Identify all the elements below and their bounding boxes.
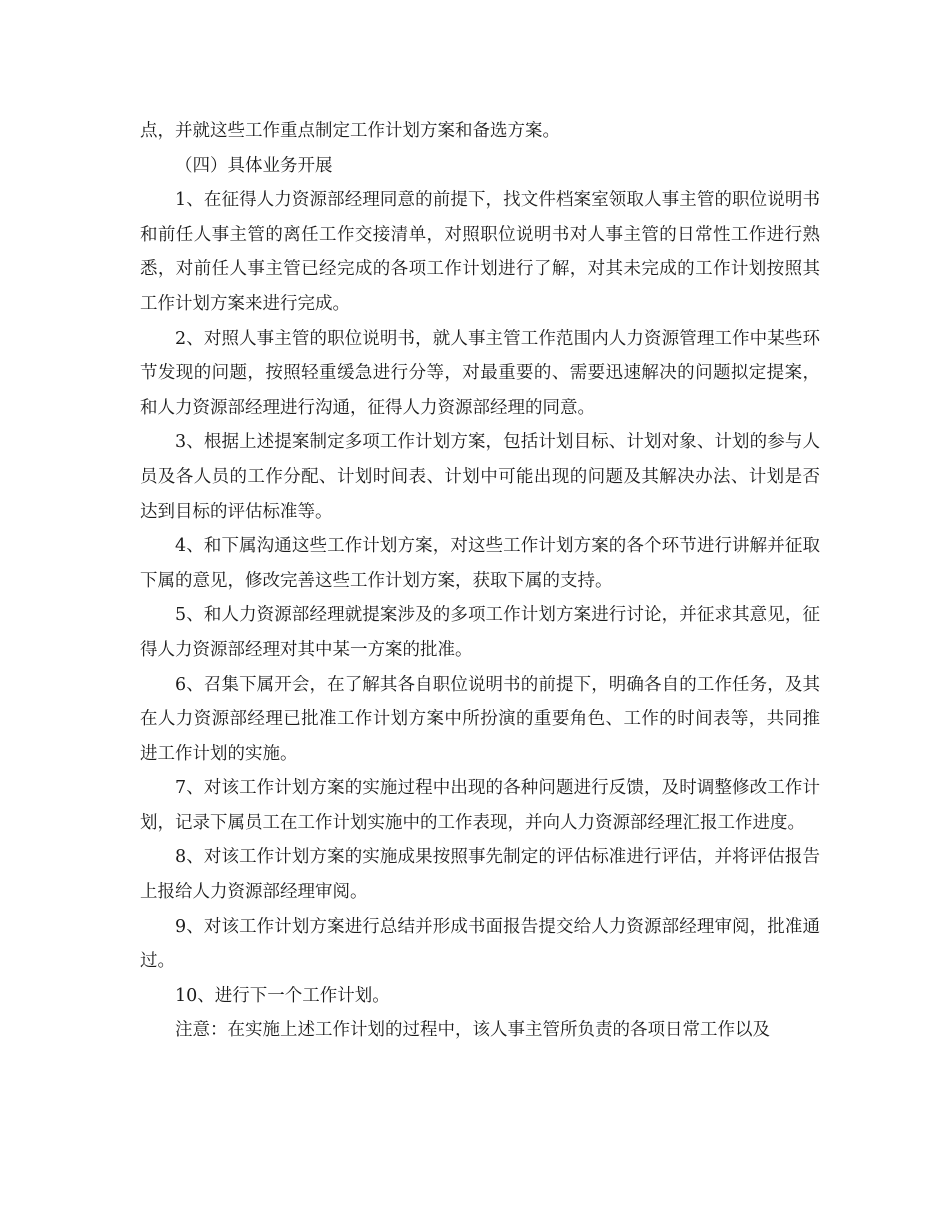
list-item-9: 9、对该工作计划方案进行总结并形成书面报告提交给人力资源部经理审阅，批准通过。 bbox=[140, 916, 820, 972]
document-body bbox=[140, 114, 820, 1048]
list-item-4: 4、和下属沟通这些工作计划方案，对这些工作计划方案的各个环节进行讲解并征取下属的意见，修改完善这些工作计划方案，获取下属的支持。 bbox=[140, 536, 820, 591]
list-item-6: 6、召集下属开会，在了解其各自职位说明书的前提下，明确各自的工作任务，及其在人力资源部经理已批准工作计划方案中所扮演的重要角色、工作的时间表等，共同推进工作计划的实施。 bbox=[140, 674, 820, 764]
list-item-1: 1、在征得人力资源部经理同意的前提下，找文件档案室领取人事主管的职位说明书和前任人事主管的离任工作交接清单，对照职位说明书对人事主管的日常性工作进行熟悉，对前任人事主管已经完成的各项工作计划进行了解，对其未完成的工作计划按照其工作计划方案来进行完成。 bbox=[140, 190, 820, 314]
list-item-5: 5、和人力资源部经理就提案涉及的多项工作计划方案进行讨论，并征求其意见，征得人力资源部经理对其中某一方案的批准。 bbox=[140, 605, 820, 660]
note-paragraph: 注意：在实施上述工作计划的过程中，该人事主管所负责的各项日常工作以及 bbox=[175, 1020, 770, 1041]
list-item-10: 10、进行下一个工作计划。 bbox=[175, 985, 390, 1006]
list-item-3: 3、根据上述提案制定多项工作计划方案，包括计划目标、计划对象、计划的参与人员及各人员的工作分配、计划时间表、计划中可能出现的问题及其解决办法、计划是否达到目标的评估标准等。 bbox=[140, 432, 820, 522]
paragraph-continuation: 点，并就这些工作重点制定工作计划方案和备选方案。 bbox=[140, 121, 560, 141]
section-heading: （四）具体业务开展 bbox=[175, 155, 333, 176]
list-item-2: 2、对照人事主管的职位说明书，就人事主管工作范围内人力资源管理工作中某些环节发现的问题，按照轻重缓急进行分等，对最重要的、需要迅速解决的问题拟定提案，和人力资源部经理进行沟通，征得人力资源部经理的同意。 bbox=[140, 328, 820, 418]
list-item-7: 7、对该工作计划方案的实施过程中出现的各种问题进行反馈，及时调整修改工作计划，记录下属员工在工作计划实施中的工作表现，并向人力资源部经理汇报工作进度。 bbox=[140, 778, 820, 833]
list-item-8: 8、对该工作计划方案的实施成果按照事先制定的评估标准进行评估，并将评估报告上报给人力资源部经理审阅。 bbox=[140, 847, 820, 903]
